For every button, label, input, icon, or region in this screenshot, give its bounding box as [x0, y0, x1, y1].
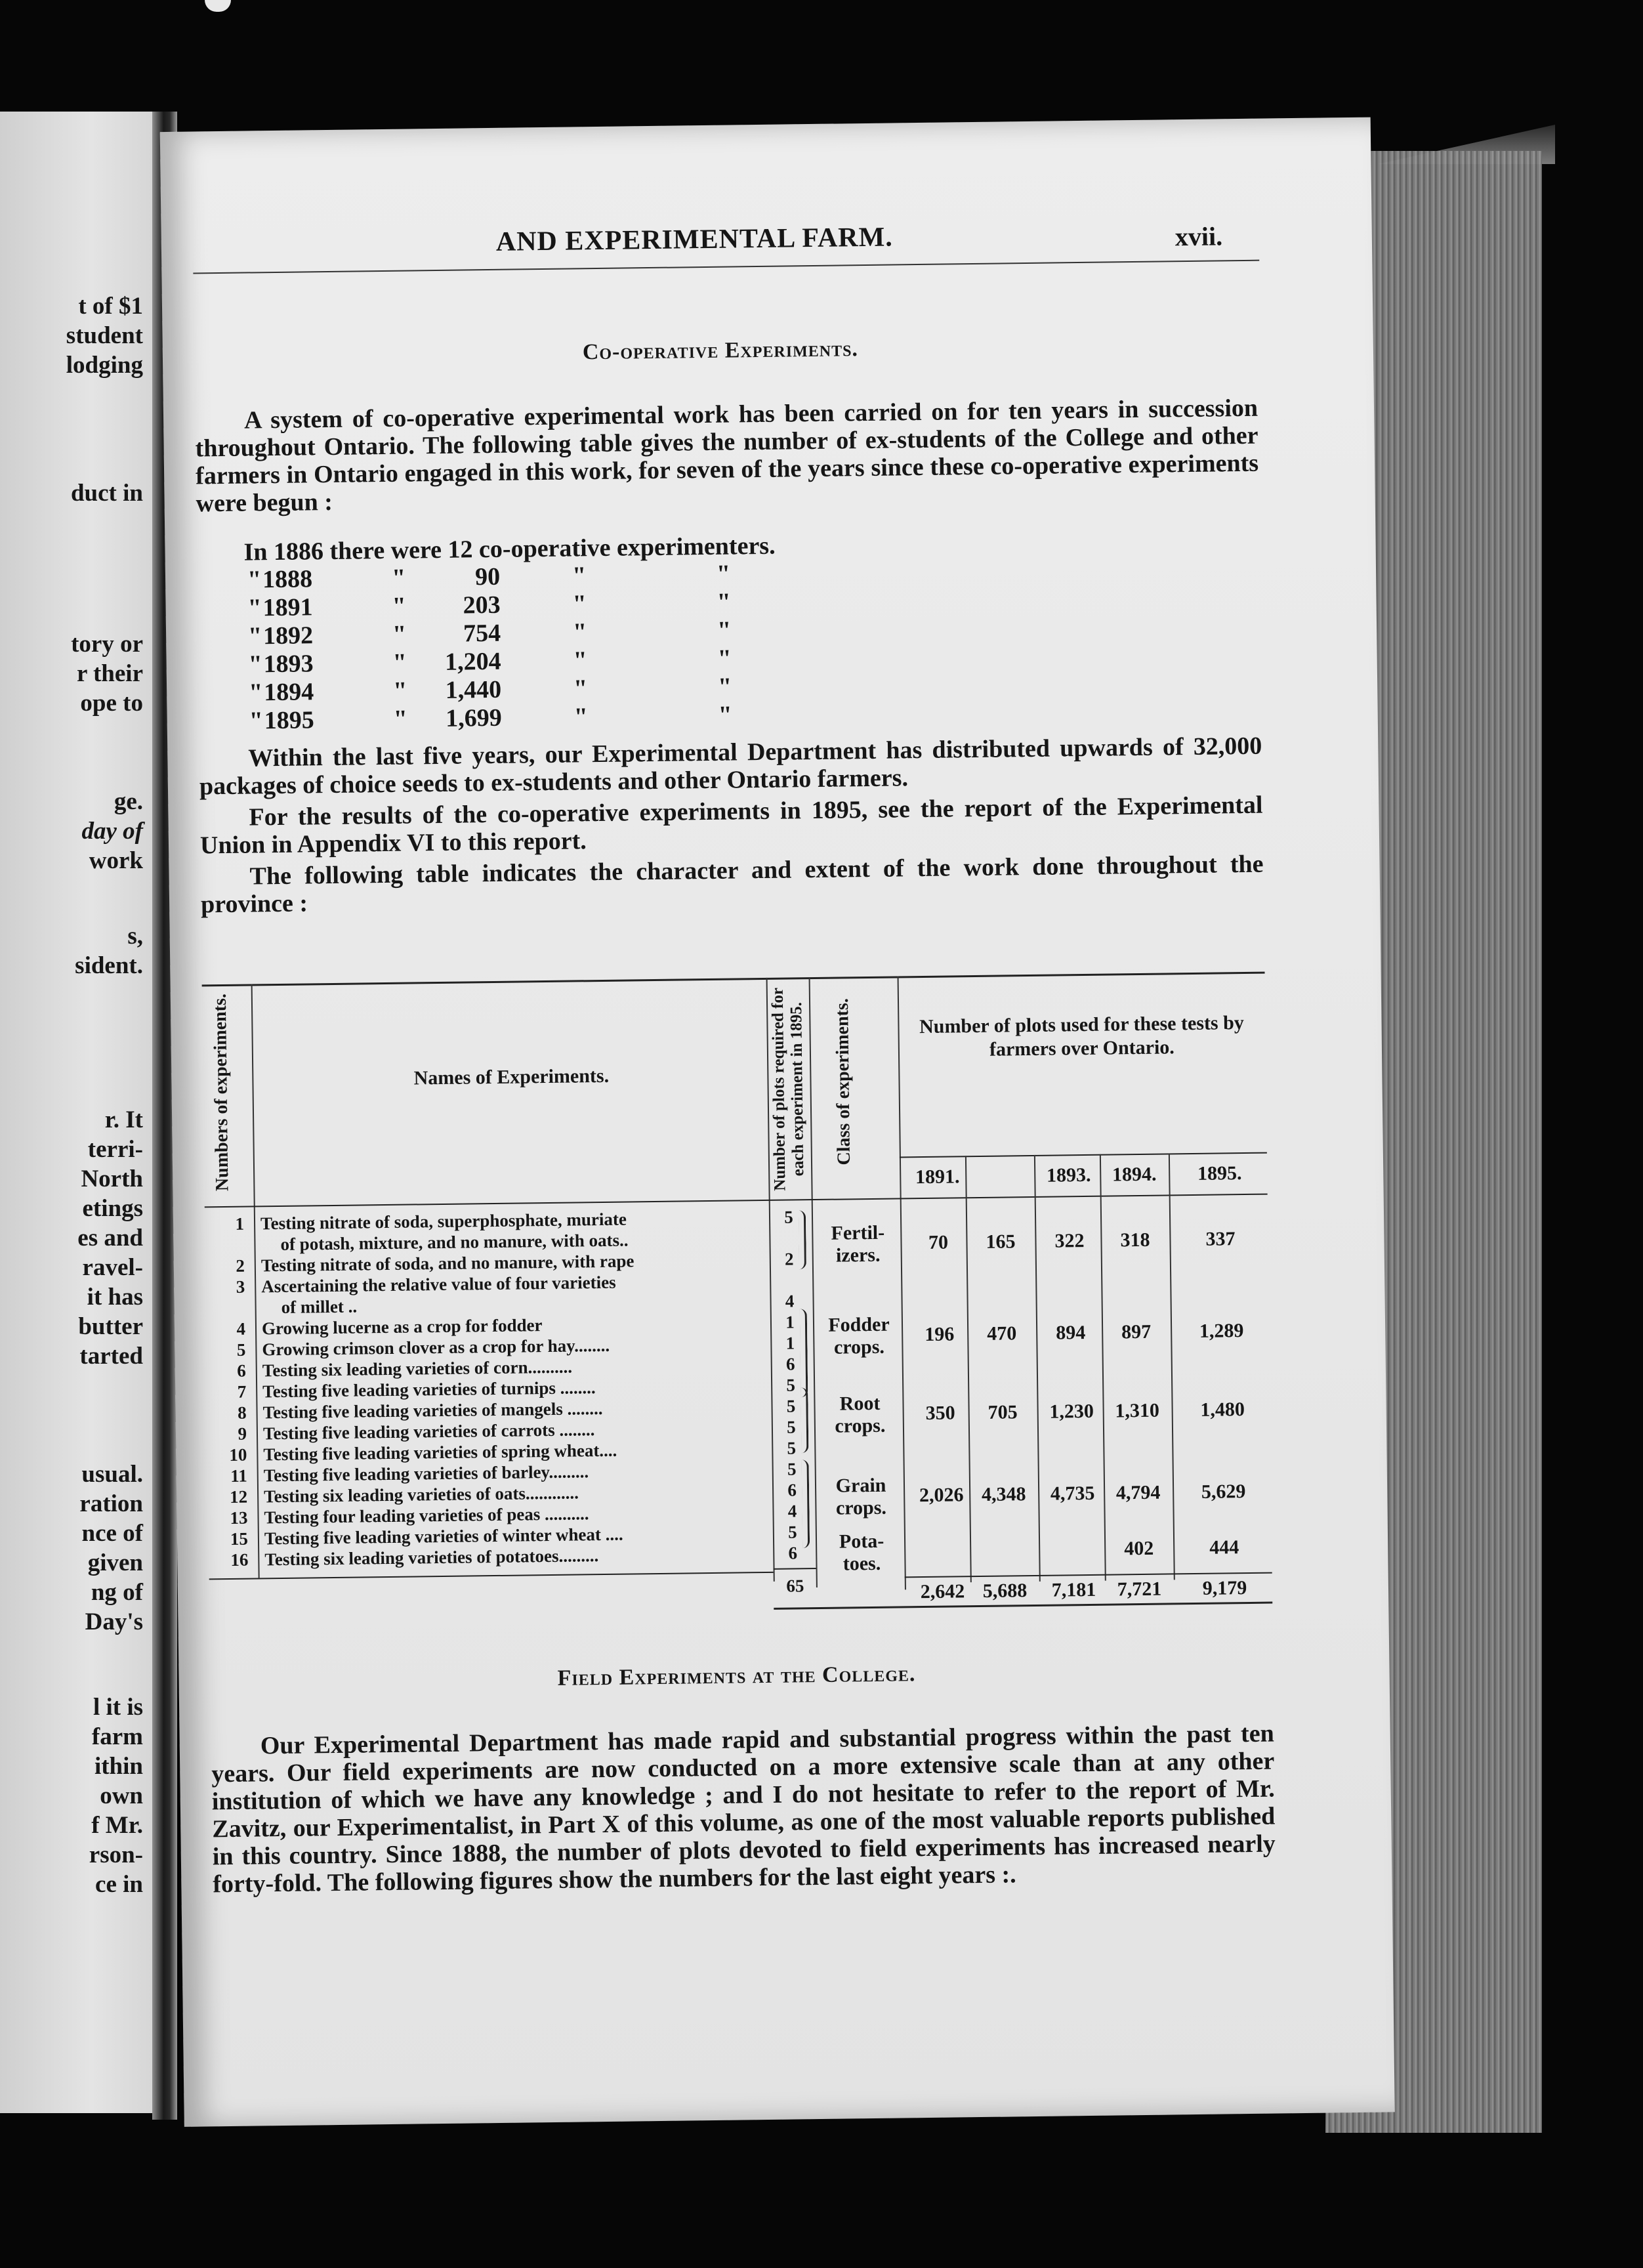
experiment-name: Testing five leading varieties of barley......... [263, 1461, 589, 1486]
plots-value: 444 [1209, 1536, 1239, 1559]
ditto-mark: " [392, 677, 407, 705]
plots-value [1042, 1538, 1104, 1539]
ditto-mark: " [573, 703, 589, 731]
experiment-name: Growing crimson clover as a crop for hay........ [262, 1335, 610, 1360]
plots-value: 322 [1054, 1230, 1085, 1252]
field-paragraph: Our Experimental Department has made rapid and substantial progress within the past ten years. Our field experiments are now conducted on a more extensive scale than at any other institution of which we have any knowledge ; and I do not hesitate to refer to the report of Mr. Zavitz, our Experimentalist, in Part X of this volume, as one of the most valuable reports published in this country. Since 1888, the number of plots devoted to field experiments has increased nearly forty-fold. The following figures show the numbers for the last eight years :. [211, 1719, 1276, 1899]
table-intro-paragraph: The following table indicates the character and extent of the work done throughout the province : [200, 850, 1264, 919]
plots-value: 4,348 [981, 1483, 1026, 1505]
experiment-name: Growing lucerne as a crop for fodder [261, 1315, 543, 1339]
group-brace [802, 1460, 810, 1548]
plots-required: 5 [786, 1375, 796, 1395]
row-number: 11 [230, 1465, 247, 1486]
stat-count: 90 [474, 562, 501, 591]
experiment-name: Testing five leading varieties of turnips ........ [262, 1377, 596, 1402]
table-top-rule [202, 972, 1265, 987]
left-page-text: ithin [94, 1753, 143, 1780]
seeds-paragraph: Within the last five years, our Experimental Department has distributed upwards of 32,000 packages of choice seeds to ex-students and other Ontario farmers. [199, 732, 1262, 801]
previous-page-fragment [0, 112, 152, 2113]
left-page-text: student [66, 322, 143, 349]
total-value: 9,179 [1202, 1577, 1247, 1599]
row-number: 8 [237, 1402, 247, 1423]
ditto-mark: " [717, 673, 732, 701]
ditto-mark: " [248, 650, 263, 679]
plots-required: 5 [787, 1522, 797, 1542]
year-header: 1894. [1112, 1163, 1157, 1186]
ditto-mark: " [392, 620, 407, 648]
experiment-name: Testing nitrate of soda, superphosphate, muriate [260, 1209, 627, 1234]
ditto-mark: " [393, 705, 408, 733]
ditto-mark: " [718, 701, 733, 729]
left-page-text: nce of [81, 1520, 143, 1547]
group-brace [800, 1309, 808, 1397]
left-page-text: usual. [81, 1461, 143, 1488]
ditto-mark: " [573, 646, 587, 675]
experiment-class: Pota- [839, 1530, 884, 1553]
plots-required: 5 [786, 1417, 796, 1437]
experiments-table [202, 972, 1273, 1628]
stat-first-line: In 1886 there were 12 co-operative experimenters. [243, 532, 776, 566]
plots-value: 350 [925, 1402, 955, 1424]
header-plots-used: Number of plots used for these tests by farmers over Ontario. [919, 1012, 1245, 1060]
left-page-text: butter [78, 1313, 143, 1340]
header-class: Class of experiments. [831, 998, 855, 1166]
experiment-name: Testing five leading varieties of mangels ........ [262, 1398, 603, 1423]
experiment-name: Testing nitrate of soda, and no manure, with rape [260, 1251, 634, 1276]
stat-year: 1892 [262, 621, 314, 650]
left-page-text: lodging [66, 352, 143, 379]
experiment-class: crops. [833, 1335, 885, 1358]
plots-required: 5 [787, 1438, 797, 1458]
plots-value: 1,289 [1199, 1320, 1244, 1342]
plots-value: 470 [987, 1322, 1017, 1345]
left-page-text: own [100, 1782, 143, 1809]
year-header [968, 1165, 1031, 1166]
left-page-text: duct in [70, 480, 143, 507]
plots-value: 897 [1121, 1320, 1152, 1343]
left-page-text: ng of [91, 1579, 143, 1606]
experiment-class: Root [839, 1392, 881, 1415]
header-rule [193, 260, 1259, 274]
table-bottom-rule [774, 1602, 1272, 1610]
stat-year: 1891 [262, 593, 313, 622]
plots-value: 165 [986, 1230, 1016, 1253]
running-head: AND EXPERIMENTAL FARM. [495, 222, 894, 257]
results-paragraph: For the results of the co-operative experiments in 1895, see the report of the Experimental Union in Appendix VI to this report. [199, 791, 1263, 860]
group-brace [799, 1210, 806, 1269]
plots-value [973, 1539, 1035, 1540]
row-number: 6 [237, 1360, 246, 1381]
row-number: 15 [230, 1528, 249, 1549]
plots-value: 5,629 [1201, 1480, 1246, 1503]
row-number: 12 [229, 1486, 248, 1507]
total-value: 2,642 [920, 1580, 965, 1603]
plots-value: 1,230 [1049, 1400, 1094, 1423]
film-mark [205, 0, 231, 12]
experiment-class: crops. [835, 1414, 886, 1437]
col-rule [965, 1156, 972, 1582]
stat-count: 754 [463, 619, 501, 648]
body-bottom-rule [209, 1572, 774, 1580]
plots-required: 1 [785, 1333, 795, 1353]
plots-required: 6 [788, 1543, 798, 1563]
plots-value: 4,794 [1115, 1481, 1161, 1504]
experiment-class: Fertil- [831, 1221, 885, 1244]
intro-paragraph: A system of co-operative experimental work has been carried on for ten years in succession throughout Ontario. The following table gives the number of ex-students of the College and other farmers in Ontario engaged in this work, for seven of the years since these co-operative experiments were begun : [195, 394, 1259, 518]
stat-year: 1888 [262, 565, 313, 594]
left-page-text: t of $1 [78, 293, 143, 320]
year-header: 1895. [1197, 1162, 1242, 1185]
col-rule [809, 977, 818, 1587]
experiment-name: of millet .. [281, 1296, 358, 1317]
left-page-text: ge. [114, 788, 143, 815]
total-required: 65 [786, 1576, 804, 1596]
plots-required: 4 [787, 1501, 797, 1521]
plots-value: 337 [1205, 1228, 1236, 1250]
col-rule [1034, 1155, 1041, 1582]
left-page-text: rson- [89, 1841, 143, 1868]
plots-value: 705 [988, 1401, 1018, 1423]
plots-required: 5 [784, 1207, 793, 1227]
left-page-text: ravel- [82, 1254, 143, 1281]
plots-required: 5 [786, 1396, 796, 1416]
header-bottom-rule [205, 1194, 1268, 1208]
left-page-text: it has [87, 1284, 143, 1311]
plots-required: 5 [787, 1459, 797, 1479]
left-page-text: given [87, 1549, 143, 1576]
ditto-mark: " [716, 560, 731, 588]
stat-year: 1894 [263, 678, 314, 707]
row-number: 1 [235, 1213, 245, 1234]
row-number: 10 [229, 1444, 247, 1465]
left-page-text: r their [76, 660, 143, 687]
row-number: 16 [230, 1549, 249, 1570]
ditto-mark: " [247, 622, 262, 650]
ditto-mark: " [717, 588, 731, 616]
book-page [160, 117, 1395, 2127]
left-page-text: sident. [75, 952, 143, 979]
stat-count: 1,440 [445, 675, 502, 704]
total-value: 7,721 [1117, 1578, 1162, 1601]
header-names: Names of Experiments. [413, 1064, 610, 1089]
plots-required: 2 [784, 1249, 794, 1269]
plots-value: 4,735 [1050, 1482, 1095, 1505]
experiment-class: Grain [835, 1474, 886, 1497]
ditto-mark: " [717, 616, 732, 644]
col-rule [1169, 1153, 1175, 1580]
experiment-class: Fodder [828, 1313, 890, 1336]
row-number: 7 [237, 1381, 247, 1402]
left-page-text: es and [77, 1225, 143, 1251]
year-header-rule [900, 1152, 1267, 1158]
stat-year: 1895 [264, 706, 314, 735]
plots-value: 196 [925, 1323, 955, 1346]
ditto-mark: " [391, 564, 406, 592]
experiment-name: Ascertaining the relative value of four varieties [261, 1272, 616, 1297]
ditto-mark: " [392, 648, 407, 677]
plots-required: 6 [787, 1480, 797, 1500]
row-number: 4 [236, 1318, 246, 1339]
left-page-text: r. It [104, 1106, 143, 1133]
plots-value: 402 [1124, 1537, 1154, 1560]
group-brace [801, 1387, 808, 1453]
left-page-text: Day's [85, 1608, 143, 1635]
plots-value: 894 [1055, 1322, 1086, 1344]
stat-year: 1893 [263, 650, 314, 679]
header-numbers: Numbers of experiments. [209, 994, 233, 1192]
left-page-text: s, [127, 923, 143, 950]
ditto-mark: " [572, 562, 587, 590]
plots-value: 2,026 [919, 1484, 964, 1507]
page-number: xvii. [1175, 221, 1223, 252]
left-page-text: day of [81, 818, 143, 845]
ditto-mark: " [572, 618, 587, 646]
left-page-text: ope to [80, 690, 143, 717]
left-page-text: tarted [79, 1343, 143, 1370]
left-page-text: North [81, 1166, 143, 1192]
plots-value: 1,310 [1115, 1399, 1160, 1422]
left-page-text: l it is [93, 1694, 143, 1721]
experiment-name: Testing six leading varieties of oats............ [263, 1482, 579, 1507]
plots-required: 1 [785, 1312, 795, 1332]
row-number: 2 [236, 1255, 245, 1276]
stat-count: 1,699 [445, 704, 502, 732]
ditto-mark: " [247, 566, 262, 594]
sum-rule [774, 1568, 816, 1570]
left-page-text: farm [91, 1723, 143, 1750]
ditto-mark: " [573, 675, 588, 703]
row-number: 3 [236, 1276, 245, 1297]
row-number: 5 [236, 1339, 246, 1360]
ditto-mark: " [392, 592, 406, 620]
experiment-name: Testing five leading varieties of spring wheat.... [263, 1440, 617, 1465]
ditto-mark: " [248, 679, 263, 707]
col-rule [1100, 1154, 1106, 1581]
experiment-name: Testing five leading varieties of carrots ........ [262, 1419, 595, 1444]
header-plots-required: Number of plots required for each experiment in 1895. [768, 987, 808, 1191]
ditto-mark: " [249, 707, 264, 735]
plots-required: 6 [785, 1354, 795, 1374]
plots-value: 70 [928, 1231, 949, 1253]
left-page-text: ce in [95, 1871, 143, 1898]
experiment-class: izers. [835, 1244, 881, 1267]
experiment-class: toes. [842, 1552, 881, 1575]
left-page-text: f Mr. [91, 1812, 143, 1839]
experiment-class: crops. [835, 1496, 887, 1519]
experiment-name: Testing six leading varieties of corn.......... [262, 1356, 573, 1381]
year-header: 1891. [915, 1166, 960, 1188]
plots-required: 4 [785, 1291, 795, 1311]
stat-count: 203 [463, 591, 501, 620]
experiment-name: Testing four leading varieties of peas .......... [264, 1503, 589, 1528]
row-number: 13 [230, 1507, 248, 1528]
experiment-name: Testing five leading varieties of winter wheat .... [264, 1524, 623, 1549]
total-value: 5,688 [982, 1580, 1028, 1602]
total-value: 7,181 [1051, 1578, 1096, 1601]
left-page-text: terri- [87, 1136, 143, 1163]
left-page-text: work [89, 847, 143, 874]
left-page-text: ration [79, 1490, 143, 1517]
left-page-text: etings [82, 1195, 143, 1222]
plots-value: 1,480 [1200, 1398, 1245, 1421]
year-header: 1893. [1046, 1164, 1091, 1186]
section-title-field: Field Experiments at the College. [557, 1662, 916, 1690]
ditto-mark: " [717, 644, 732, 673]
experiment-name: of potash, mixture, and no manure, with oats.. [280, 1230, 629, 1254]
row-number: 9 [238, 1423, 247, 1444]
left-page-text: tory or [71, 631, 143, 658]
ditto-mark: " [572, 590, 587, 618]
ditto-mark: " [247, 594, 262, 622]
experiment-name: Testing six leading varieties of potatoes......... [264, 1545, 599, 1570]
plots-value: 318 [1120, 1228, 1150, 1251]
stat-count: 1,204 [444, 647, 501, 676]
section-title-cooperative: Co-operative Experiments. [582, 337, 859, 365]
